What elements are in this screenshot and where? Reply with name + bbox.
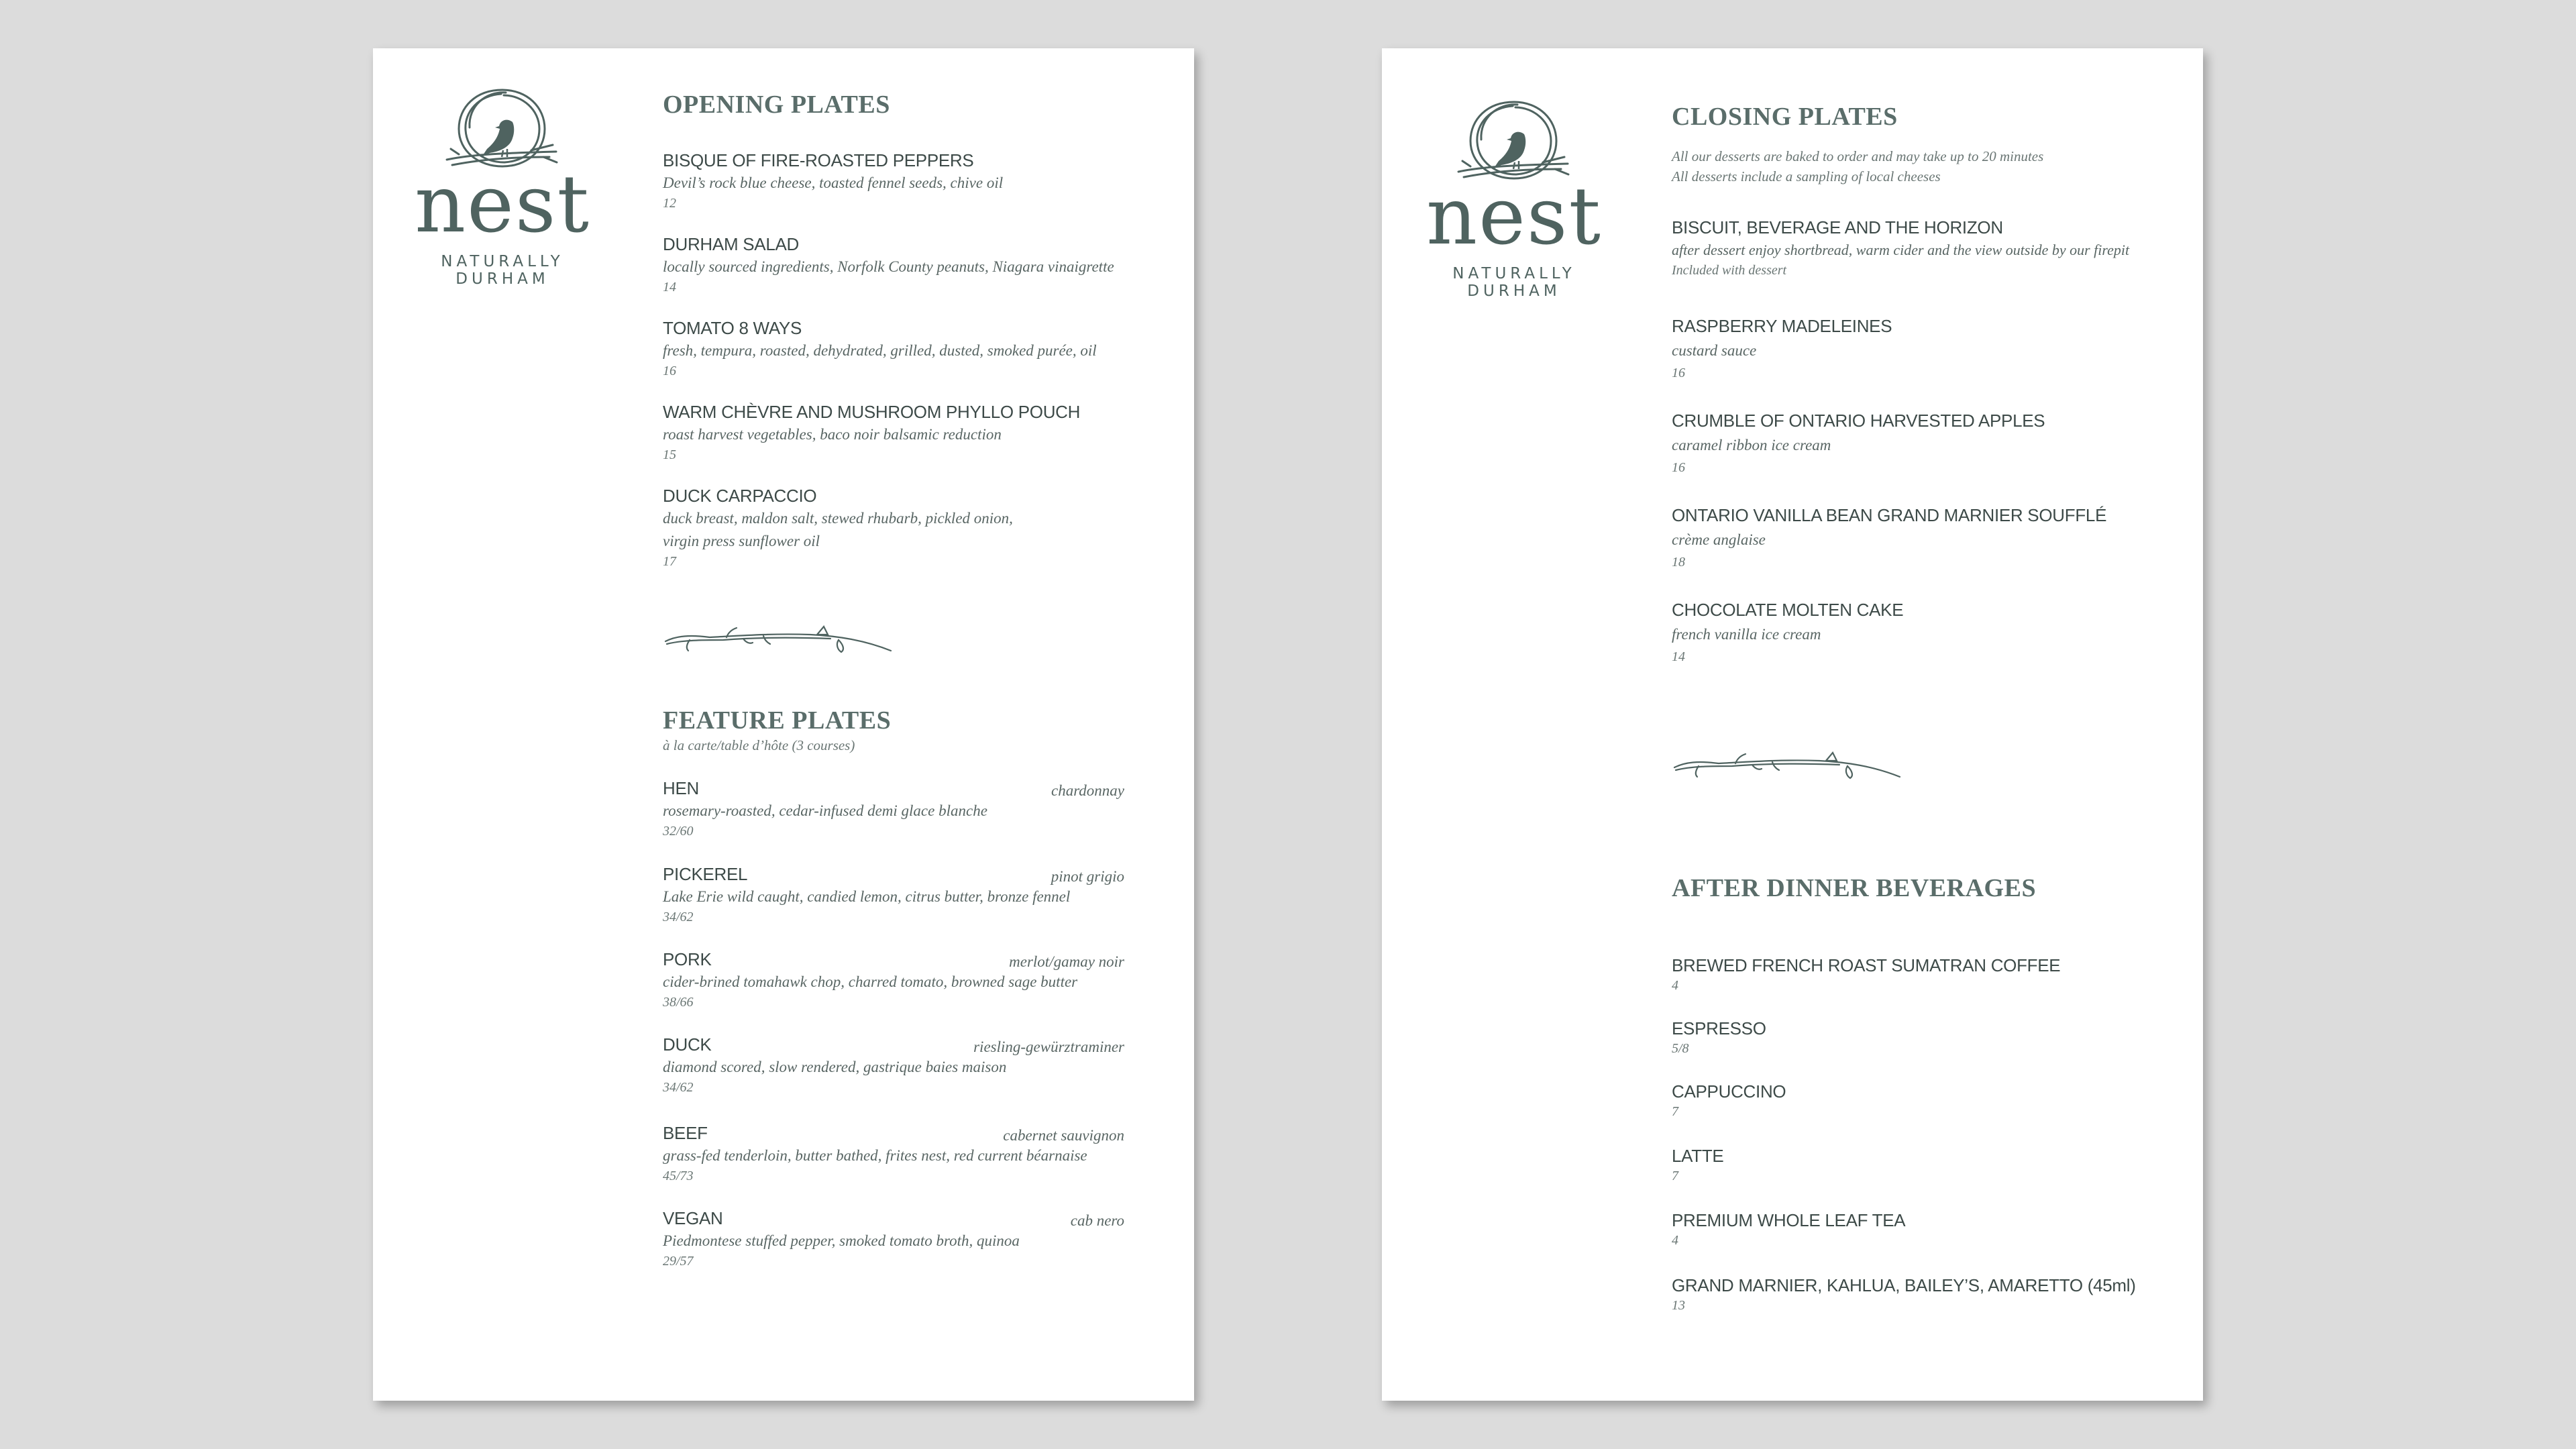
item-description: rosemary-roasted, cedar-infused demi glace blanche xyxy=(663,802,987,819)
item-price: 7 xyxy=(1672,1169,1678,1183)
menu-item xyxy=(663,863,1124,926)
item-name: PORK xyxy=(663,949,712,969)
item-price: 14 xyxy=(1672,649,1685,664)
item-description: fresh, tempura, roasted, dehydrated, grilled, dusted, smoked purée, oil xyxy=(663,342,1097,359)
item-name: ONTARIO VANILLA BEAN GRAND MARNIER SOUFFLÉ xyxy=(1672,505,2107,525)
item-price: 7 xyxy=(1672,1104,1678,1119)
right-menu-column xyxy=(1672,48,2182,1401)
nest-logo xyxy=(412,87,593,288)
item-price: 29/57 xyxy=(663,1254,694,1269)
item-name: DUCK CARPACCIO xyxy=(663,486,817,506)
closing-note: All our desserts are baked to order and may take up to 20 minutes xyxy=(1672,148,2044,164)
item-price: 17 xyxy=(663,554,676,569)
nest-logo xyxy=(1424,99,1605,300)
item-description: roast harvest vegetables, baco noir balsamic reduction xyxy=(663,426,1002,443)
menu-item xyxy=(663,1207,1124,1270)
menu-page-right xyxy=(1382,48,2203,1401)
item-description: Lake Erie wild caught, candied lemon, citrus butter, bronze fennel xyxy=(663,888,1071,905)
item-price: 4 xyxy=(1672,978,1678,993)
item-name: DUCK xyxy=(663,1034,712,1055)
menu-item xyxy=(1672,598,2141,665)
item-name: BISQUE OF FIRE-ROASTED PEPPERS xyxy=(663,150,974,170)
wine-pairing: cabernet sauvignon xyxy=(1003,1127,1124,1144)
left-menu-column xyxy=(663,48,1132,1401)
item-price: 16 xyxy=(663,364,676,378)
menu-item xyxy=(1672,1017,2141,1057)
logo-tagline: NATURALLY DURHAM xyxy=(1452,265,1576,300)
logo-tagline: NATURALLY DURHAM xyxy=(441,253,564,288)
item-name: CRUMBLE OF ONTARIO HARVESTED APPLES xyxy=(1672,411,2045,431)
menu-item xyxy=(1672,504,2141,571)
section-title-opening: OPENING PLATES xyxy=(663,91,890,119)
item-description-cont: virgin press sunflower oil xyxy=(663,533,820,549)
item-price: 34/62 xyxy=(663,910,694,924)
logo-wordmark: nest xyxy=(1426,170,1602,262)
item-name: GRAND MARNIER, KAHLUA, BAILEY’S, AMARETTO (45ml) xyxy=(1672,1275,2136,1295)
menu-item xyxy=(1672,1080,2141,1120)
item-description: cider-brined tomahawk chop, charred tomato, browned sage butter xyxy=(663,973,1078,990)
item-price: 32/60 xyxy=(663,824,694,839)
item-name: VEGAN xyxy=(663,1208,723,1228)
item-name: BEEF xyxy=(663,1123,708,1143)
item-name: CAPPUCCINO xyxy=(1672,1081,1786,1102)
section-title-closing: CLOSING PLATES xyxy=(1672,103,1898,131)
item-description: caramel ribbon ice cream xyxy=(1672,437,1831,453)
item-price: 16 xyxy=(1672,366,1685,380)
item-name: TOMATO 8 WAYS xyxy=(663,318,802,338)
item-name: CHOCOLATE MOLTEN CAKE xyxy=(1672,600,1904,620)
item-name: DURHAM SALAD xyxy=(663,234,799,254)
wine-pairing: merlot/gamay noir xyxy=(1009,953,1124,970)
menu-page-left xyxy=(373,48,1194,1401)
item-price: 13 xyxy=(1672,1298,1685,1313)
menu-item xyxy=(663,317,1132,380)
menu-item xyxy=(663,777,1124,840)
item-price: Included with dessert xyxy=(1672,263,1787,278)
twig-divider-icon xyxy=(663,620,898,660)
menu-item xyxy=(663,149,1132,212)
menu-item xyxy=(1672,954,2141,994)
menu-item xyxy=(663,1033,1124,1096)
item-price: 18 xyxy=(1672,555,1685,570)
item-description: duck breast, maldon salt, stewed rhubarb, pickled onion, xyxy=(663,510,1013,527)
item-price: 12 xyxy=(663,196,676,211)
menu-item xyxy=(663,400,1132,464)
menu-item xyxy=(663,484,1132,570)
menu-item xyxy=(1672,216,2182,279)
item-description: Devil’s rock blue cheese, toasted fennel seeds, chive oil xyxy=(663,174,1004,191)
menu-item xyxy=(1672,1144,2141,1185)
item-price: 16 xyxy=(1672,460,1685,475)
item-name: PREMIUM WHOLE LEAF TEA xyxy=(1672,1210,1906,1230)
section-title-beverages: AFTER DINNER BEVERAGES xyxy=(1672,874,2037,902)
wine-pairing: riesling-gewürztraminer xyxy=(973,1038,1124,1055)
item-name: WARM CHÈVRE AND MUSHROOM PHYLLO POUCH xyxy=(663,402,1081,422)
item-name: BREWED FRENCH ROAST SUMATRAN COFFEE xyxy=(1672,955,2061,975)
wine-pairing: chardonnay xyxy=(1051,782,1124,799)
item-price: 38/66 xyxy=(663,995,694,1010)
item-price: 45/73 xyxy=(663,1169,694,1183)
item-description: locally sourced ingredients, Norfolk County peanuts, Niagara vinaigrette xyxy=(663,258,1114,275)
section-subtitle-feature: à la carte/table d’hôte (3 courses) xyxy=(663,737,855,753)
item-description: crème anglaise xyxy=(1672,531,1766,548)
menu-item xyxy=(1672,1274,2141,1314)
wine-pairing: cab nero xyxy=(1070,1212,1124,1229)
item-name: PICKEREL xyxy=(663,864,748,884)
item-description: grass-fed tenderloin, butter bathed, frites nest, red current béarnaise xyxy=(663,1147,1087,1164)
item-description: after dessert enjoy shortbread, warm cider and the view outside by our firepit xyxy=(1672,241,2130,258)
item-price: 4 xyxy=(1672,1233,1678,1248)
item-description: french vanilla ice cream xyxy=(1672,626,1821,643)
wine-pairing: pinot grigio xyxy=(1051,868,1124,885)
menu-item xyxy=(663,233,1132,296)
item-name: ESPRESSO xyxy=(1672,1018,1766,1038)
menu-item xyxy=(1672,1209,2141,1249)
item-name: RASPBERRY MADELEINES xyxy=(1672,316,1892,336)
menu-item xyxy=(663,948,1124,1011)
menu-item xyxy=(1672,409,2141,476)
item-price: 14 xyxy=(663,280,676,294)
item-name: LATTE xyxy=(1672,1146,1724,1166)
menu-item xyxy=(663,1122,1124,1185)
item-price: 34/62 xyxy=(663,1080,694,1095)
menu-item xyxy=(1672,315,2141,382)
item-price: 5/8 xyxy=(1672,1041,1689,1056)
section-title-feature: FEATURE PLATES xyxy=(663,706,892,735)
item-description: custard sauce xyxy=(1672,342,1757,359)
item-price: 15 xyxy=(663,447,676,462)
twig-divider-icon xyxy=(1672,746,1907,786)
closing-note: All desserts include a sampling of local cheeses xyxy=(1672,168,1941,184)
item-name: BISCUIT, BEVERAGE AND THE HORIZON xyxy=(1672,217,2003,237)
item-description: Piedmontese stuffed pepper, smoked tomato broth, quinoa xyxy=(663,1232,1020,1249)
logo-wordmark: nest xyxy=(415,158,590,250)
item-description: diamond scored, slow rendered, gastrique baies maison xyxy=(663,1059,1007,1075)
item-name: HEN xyxy=(663,778,699,798)
